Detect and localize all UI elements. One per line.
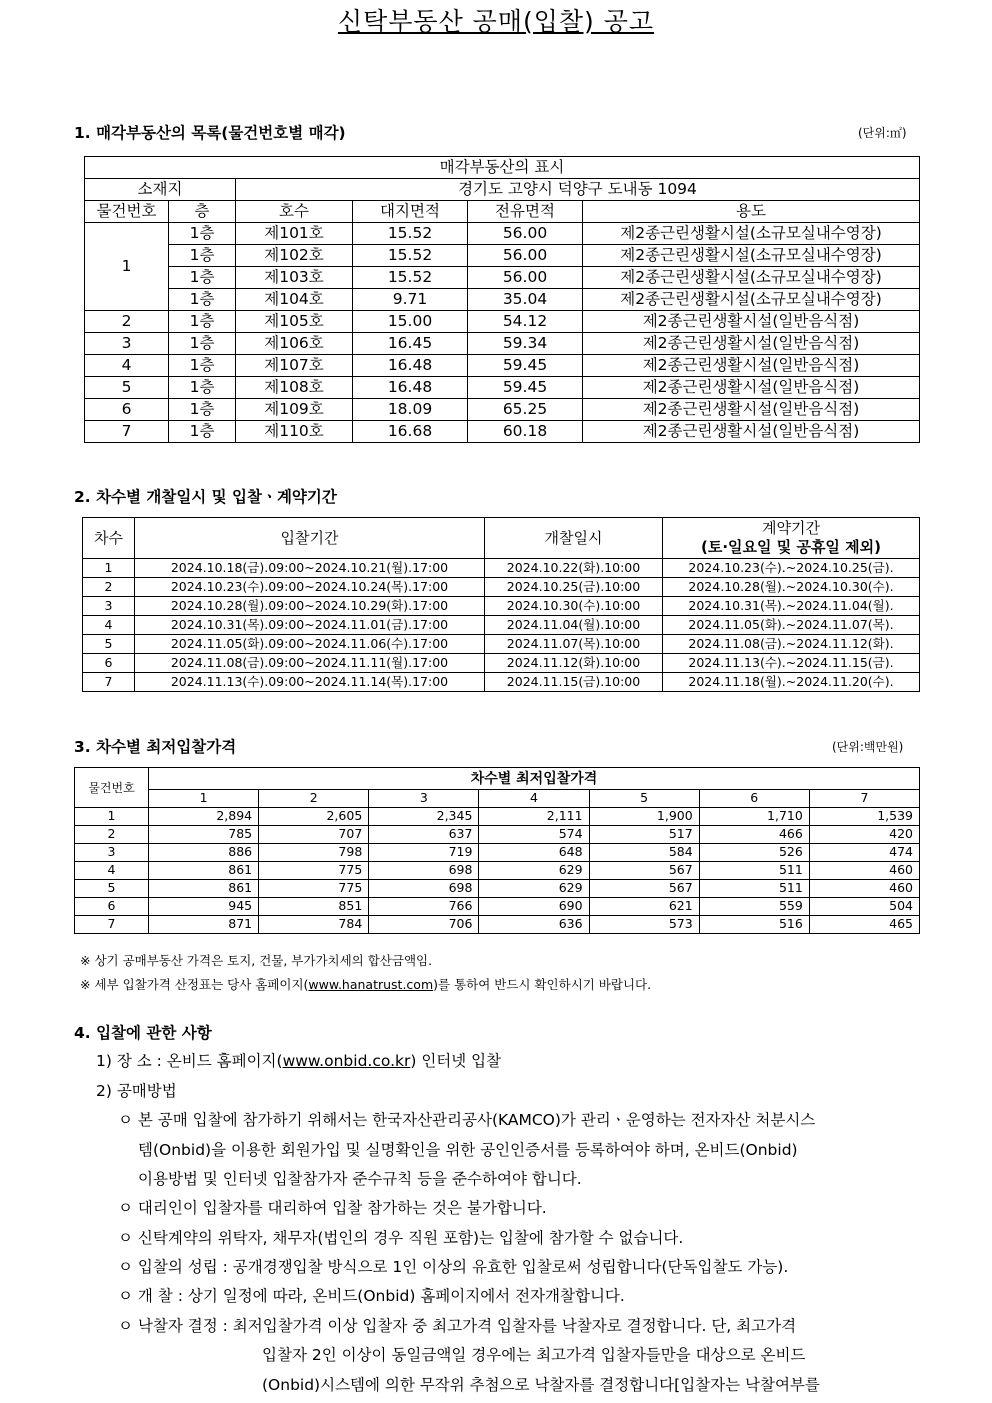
round-header: 2	[259, 790, 369, 808]
header-contract-period	[663, 518, 920, 559]
min-price: 798	[259, 844, 369, 862]
header-exclusive-area: 전유면적	[468, 201, 583, 223]
opening-date: 2024.10.22(화).10:00	[485, 559, 663, 578]
min-price: 945	[149, 898, 259, 916]
bid-period: 2024.11.13(수).09:00~2024.11.14(목).17:00	[135, 673, 485, 692]
bid-period: 2024.11.08(금).09:00~2024.11.11(월).17:00	[135, 654, 485, 673]
round: 7	[83, 673, 135, 692]
bid-period: 2024.10.28(월).09:00~2024.10.29(화).17:00	[135, 597, 485, 616]
min-price: 511	[699, 862, 809, 880]
min-price: 584	[589, 844, 699, 862]
min-price: 460	[809, 862, 919, 880]
min-price: 648	[479, 844, 589, 862]
header-land-area: 대지면적	[353, 201, 468, 223]
round: 6	[83, 654, 135, 673]
place-text: ) 인터넷 입찰	[410, 1052, 502, 1070]
section3-unit: (단위:백만원)	[832, 740, 904, 754]
contract-period: 2024.11.13(수).~2024.11.15(금).	[663, 654, 920, 673]
item-no: 7	[85, 421, 169, 443]
exclusive-area: 56.00	[468, 245, 583, 267]
price-body	[75, 808, 920, 934]
unit-no: 제109호	[236, 399, 353, 421]
min-price: 2,111	[479, 808, 589, 826]
min-price: 698	[369, 880, 479, 898]
unit-no: 제110호	[236, 421, 353, 443]
min-price: 706	[369, 916, 479, 934]
min-price: 2,345	[369, 808, 479, 826]
unit-no: 제101호	[236, 223, 353, 245]
round-header-row	[75, 790, 920, 808]
header-opening: 개찰일시	[485, 518, 663, 559]
unit-no: 제103호	[236, 267, 353, 289]
table-row	[85, 223, 920, 245]
bid-period: 2024.10.18(금).09:00~2024.10.21(월).17:00	[135, 559, 485, 578]
page-title: 신탁부동산 공매(입찰) 공고	[337, 7, 655, 36]
min-price: 775	[259, 880, 369, 898]
table-row	[75, 916, 920, 934]
item-no: 2	[75, 826, 149, 844]
land-area: 9.71	[353, 289, 468, 311]
header-floor: 층	[169, 201, 236, 223]
price-note-2	[80, 975, 651, 993]
land-area: 15.52	[353, 245, 468, 267]
min-price: 567	[589, 862, 699, 880]
header-usage: 용도	[583, 201, 920, 223]
min-price: 559	[699, 898, 809, 916]
usage: 제2종근린생활시설(일반음식점)	[583, 311, 920, 333]
floor: 1층	[169, 245, 236, 267]
round: 2	[83, 578, 135, 597]
table-row	[85, 289, 920, 311]
place-line	[96, 1049, 501, 1071]
usage: 제2종근린생활시설(일반음식점)	[583, 399, 920, 421]
location-label: 소재지	[85, 179, 236, 201]
table-row	[75, 826, 920, 844]
schedule-body	[83, 559, 920, 692]
table-row	[83, 673, 920, 692]
min-price: 637	[369, 826, 479, 844]
round-header: 1	[149, 790, 259, 808]
land-area: 18.09	[353, 399, 468, 421]
opening-date: 2024.10.30(수).10:00	[485, 597, 663, 616]
floor: 1층	[169, 333, 236, 355]
exclusive-area: 35.04	[468, 289, 583, 311]
place-text: 1) 장 소 : 온비드 홈페이지(	[96, 1052, 283, 1070]
land-area: 16.48	[353, 377, 468, 399]
land-area: 15.52	[353, 223, 468, 245]
round-header: 6	[699, 790, 809, 808]
method-line: ㅇ 대리인이 입찰자를 대리하여 입찰 참가하는 것은 불가합니다.	[118, 1199, 547, 1217]
min-price: 420	[809, 826, 919, 844]
header-contract-label: 계약기간	[762, 519, 820, 538]
exclusive-area: 60.18	[468, 421, 583, 443]
header-item-no: 물건번호	[85, 201, 169, 223]
note-text: )를 통하여 반드시 확인하시기 바랍니다.	[433, 977, 652, 992]
table-row	[83, 654, 920, 673]
item-no: 3	[85, 333, 169, 355]
min-price: 719	[369, 844, 479, 862]
usage: 제2종근린생활시설(일반음식점)	[583, 421, 920, 443]
table-title: 매각부동산의 표시	[85, 157, 920, 179]
method-line: ㅇ 본 공매 입찰에 참가하기 위해서는 한국자산관리공사(KAMCO)가 관리ㆍ운영하는 전자자산 처분시스	[118, 1111, 816, 1129]
opening-date: 2024.10.25(금).10:00	[485, 578, 663, 597]
min-price: 871	[149, 916, 259, 934]
contract-period: 2024.10.23(수).~2024.10.25(금).	[663, 559, 920, 578]
land-area: 16.48	[353, 355, 468, 377]
min-price: 517	[589, 826, 699, 844]
header-round: 차수	[83, 518, 135, 559]
method-line: 이용방법 및 인터넷 입찰참가자 준수규칙 등을 준수하여야 합니다.	[138, 1170, 582, 1188]
property-list-table	[84, 156, 920, 443]
min-price: 1,710	[699, 808, 809, 826]
method-line: ㅇ 신탁계약의 위탁자, 채무자(법인의 경우 직원 포함)는 입찰에 참가할 수 없습니다.	[118, 1229, 684, 1247]
table-row	[83, 578, 920, 597]
min-price: 690	[479, 898, 589, 916]
header-contract-note: (토·일요일 및 공휴일 제외)	[701, 538, 881, 556]
round-header: 3	[369, 790, 479, 808]
item-no: 7	[75, 916, 149, 934]
usage: 제2종근린생활시설(소규모실내수영장)	[583, 223, 920, 245]
hanatrust-link[interactable]: www.hanatrust.com	[308, 977, 434, 992]
unit-no: 제108호	[236, 377, 353, 399]
opening-date: 2024.11.12(화).10:00	[485, 654, 663, 673]
method-label: 2) 공매방법	[96, 1082, 177, 1100]
table-row	[75, 898, 920, 916]
min-price: 636	[479, 916, 589, 934]
exclusive-area: 65.25	[468, 399, 583, 421]
round: 3	[83, 597, 135, 616]
usage: 제2종근린생활시설(일반음식점)	[583, 377, 920, 399]
bid-period: 2024.11.05(화).09:00~2024.11.06(수).17:00	[135, 635, 485, 654]
table-row	[85, 311, 920, 333]
bid-period: 2024.10.31(목).09:00~2024.11.01(금).17:00	[135, 616, 485, 635]
onbid-link[interactable]: www.onbid.co.kr	[282, 1052, 411, 1070]
header-item-no: 물건번호	[75, 768, 149, 808]
item-no: 6	[85, 399, 169, 421]
min-price: 2,894	[149, 808, 259, 826]
table-row	[85, 355, 920, 377]
round: 5	[83, 635, 135, 654]
table-row	[83, 616, 920, 635]
land-area: 15.52	[353, 267, 468, 289]
min-price: 1,900	[589, 808, 699, 826]
min-price: 504	[809, 898, 919, 916]
note-text: ※ 세부 입찰가격 산정표는 당사 홈페이지(	[80, 977, 309, 992]
min-price: 573	[589, 916, 699, 934]
floor: 1층	[169, 289, 236, 311]
item-no: 5	[85, 377, 169, 399]
exclusive-area: 59.45	[468, 355, 583, 377]
min-price: 851	[259, 898, 369, 916]
round-header: 7	[809, 790, 919, 808]
round-header: 4	[479, 790, 589, 808]
min-price: 516	[699, 916, 809, 934]
min-price: 785	[149, 826, 259, 844]
method-line: (Onbid)시스템에 의한 무작위 추첨으로 낙찰자를 결정합니다[입찰자는 낙찰여부를	[262, 1376, 820, 1394]
table-row	[75, 880, 920, 898]
header-unit: 호수	[236, 201, 353, 223]
min-price: 775	[259, 862, 369, 880]
unit-no: 제104호	[236, 289, 353, 311]
usage: 제2종근린생활시설(일반음식점)	[583, 355, 920, 377]
floor: 1층	[169, 377, 236, 399]
opening-date: 2024.11.15(금).10:00	[485, 673, 663, 692]
section3-heading: 3. 차수별 최저입찰가격	[74, 738, 237, 756]
unit-no: 제106호	[236, 333, 353, 355]
item-no: 3	[75, 844, 149, 862]
item-no: 6	[75, 898, 149, 916]
min-price: 629	[479, 862, 589, 880]
round-header: 5	[589, 790, 699, 808]
table-row	[75, 808, 920, 826]
location-value: 경기도 고양시 덕양구 도내동 1094	[236, 179, 920, 201]
min-price: 766	[369, 898, 479, 916]
table-row	[75, 862, 920, 880]
exclusive-area: 59.45	[468, 377, 583, 399]
min-price: 1,539	[809, 808, 919, 826]
min-price: 567	[589, 880, 699, 898]
contract-period: 2024.10.28(월).~2024.10.30(수).	[663, 578, 920, 597]
item-no: 4	[85, 355, 169, 377]
unit-no: 제105호	[236, 311, 353, 333]
usage: 제2종근린생활시설(소규모실내수영장)	[583, 245, 920, 267]
floor: 1층	[169, 421, 236, 443]
land-area: 15.00	[353, 311, 468, 333]
table-row	[83, 559, 920, 578]
contract-period: 2024.11.05(화).~2024.11.07(목).	[663, 616, 920, 635]
land-area: 16.45	[353, 333, 468, 355]
item-no: 1	[85, 223, 169, 311]
table-row	[85, 333, 920, 355]
method-line: ㅇ 개 찰 : 상기 일정에 따라, 온비드(Onbid) 홈페이지에서 전자개찰합니다.	[118, 1287, 625, 1305]
method-line: 입찰자 2인 이상이 동일금액일 경우에는 최고가격 입찰자들만을 대상으로 온비드	[262, 1346, 806, 1364]
price-note-1: ※ 상기 공매부동산 가격은 토지, 건물, 부가가치세의 합산금액임.	[80, 953, 433, 968]
header-bid-period: 입찰기간	[135, 518, 485, 559]
table-row	[85, 267, 920, 289]
floor: 1층	[169, 223, 236, 245]
opening-date: 2024.11.07(목).10:00	[485, 635, 663, 654]
round: 4	[83, 616, 135, 635]
min-price: 465	[809, 916, 919, 934]
min-price-table	[74, 767, 920, 934]
land-area: 16.68	[353, 421, 468, 443]
contract-period: 2024.11.08(금).~2024.11.12(화).	[663, 635, 920, 654]
floor: 1층	[169, 355, 236, 377]
min-price: 2,605	[259, 808, 369, 826]
table-row	[83, 635, 920, 654]
table-row	[75, 844, 920, 862]
table-row	[85, 421, 920, 443]
item-no: 4	[75, 862, 149, 880]
min-price: 474	[809, 844, 919, 862]
table-body-rest	[85, 311, 920, 443]
min-price: 707	[259, 826, 369, 844]
min-price: 526	[699, 844, 809, 862]
method-line: 템(Onbid)을 이용한 회원가입 및 실명확인을 위한 공인인증서를 등록하여야 하며, 온비드(Onbid)	[138, 1141, 798, 1159]
section1-unit: (단위:㎡)	[858, 126, 907, 140]
item-no: 2	[85, 311, 169, 333]
min-price: 886	[149, 844, 259, 862]
table-row	[85, 377, 920, 399]
item-no: 1	[75, 808, 149, 826]
table-row	[83, 597, 920, 616]
table-row	[85, 399, 920, 421]
table-row	[85, 245, 920, 267]
usage: 제2종근린생활시설(일반음식점)	[583, 333, 920, 355]
min-price: 784	[259, 916, 369, 934]
floor: 1층	[169, 267, 236, 289]
floor: 1층	[169, 311, 236, 333]
min-price: 621	[589, 898, 699, 916]
exclusive-area: 54.12	[468, 311, 583, 333]
section4-heading: 4. 입찰에 관한 사항	[74, 1024, 212, 1042]
min-price: 466	[699, 826, 809, 844]
schedule-table	[82, 517, 920, 692]
exclusive-area: 59.34	[468, 333, 583, 355]
min-price: 511	[699, 880, 809, 898]
contract-period: 2024.11.18(월).~2024.11.20(수).	[663, 673, 920, 692]
usage: 제2종근린생활시설(소규모실내수영장)	[583, 267, 920, 289]
usage: 제2종근린생활시설(소규모실내수영장)	[583, 289, 920, 311]
min-price: 861	[149, 880, 259, 898]
opening-date: 2024.11.04(월).10:00	[485, 616, 663, 635]
section1-heading: 1. 매각부동산의 목록(물건번호별 매각)	[74, 124, 346, 142]
unit-no: 제102호	[236, 245, 353, 267]
header-min-price: 차수별 최저입찰가격	[149, 768, 920, 790]
method-line: ㅇ 낙찰자 결정 : 최저입찰가격 이상 입찰자 중 최고가격 입찰자를 낙찰자로 결정합니다. 단, 최고가격	[118, 1317, 797, 1335]
min-price: 698	[369, 862, 479, 880]
exclusive-area: 56.00	[468, 223, 583, 245]
method-line: ㅇ 입찰의 성립 : 공개경쟁입찰 방식으로 1인 이상의 유효한 입찰로써 성립합니다(단독입찰도 가능).	[118, 1258, 789, 1276]
section2-heading: 2. 차수별 개찰일시 및 입찰ㆍ계약기간	[74, 488, 337, 506]
unit-no: 제107호	[236, 355, 353, 377]
min-price: 629	[479, 880, 589, 898]
bid-period: 2024.10.23(수).09:00~2024.10.24(목).17:00	[135, 578, 485, 597]
floor: 1층	[169, 399, 236, 421]
min-price: 574	[479, 826, 589, 844]
item-no: 5	[75, 880, 149, 898]
min-price: 460	[809, 880, 919, 898]
round: 1	[83, 559, 135, 578]
contract-period: 2024.10.31(목).~2024.11.04(월).	[663, 597, 920, 616]
min-price: 861	[149, 862, 259, 880]
exclusive-area: 56.00	[468, 267, 583, 289]
